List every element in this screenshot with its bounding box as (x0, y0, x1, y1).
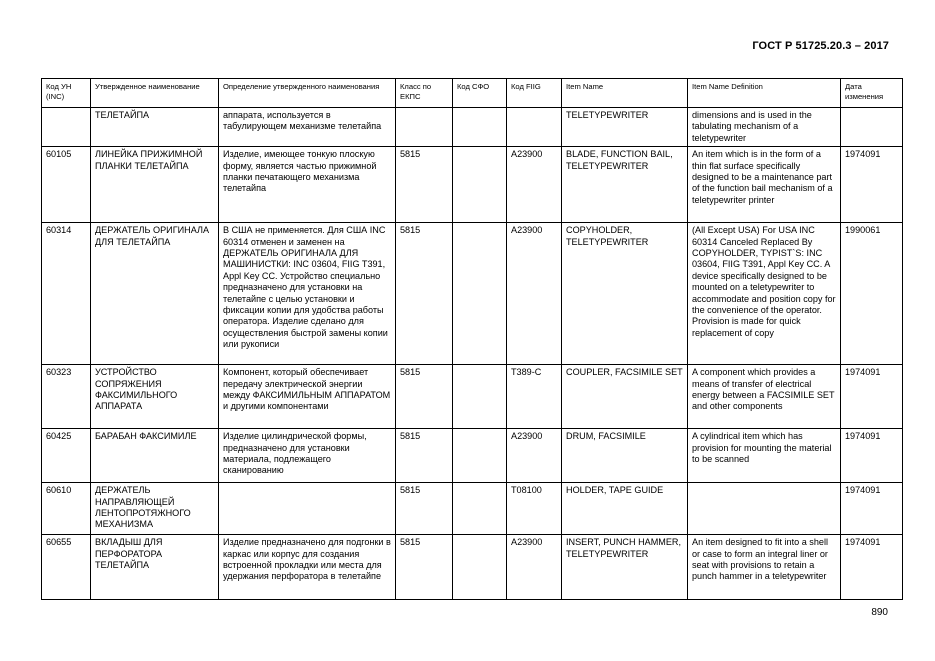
document-header: ГОСТ Р 51725.20.3 – 2017 (752, 40, 889, 52)
cell-inc: 60610 (42, 483, 91, 535)
cell-def-ru: Изделие, имеющее тонкую плоскую форму, является частью прижимной планки печатающего механизма телетайпа (219, 147, 396, 223)
cell-item-def: A cylindrical item which has provision for mounting the material to be scanned (688, 429, 841, 483)
cell-name-ru: УСТРОЙСТВО СОПРЯЖЕНИЯ ФАКСИМИЛЬНОГО АППАРАТА (91, 365, 219, 429)
cell-sfo (453, 483, 507, 535)
col-header-inc: Код УН (INC) (42, 79, 91, 108)
cell-date: 1974091 (841, 365, 903, 429)
cell-item-name: COUPLER, FACSIMILE SET (562, 365, 688, 429)
cell-sfo (453, 365, 507, 429)
cell-sfo (453, 535, 507, 600)
cell-item-def: (All Except USA) For USA INC 60314 Canceled Replaced By COPYHOLDER, TYPIST`S: INC 03604, FIIG T391, Appl Key CC. A device specifically designed to be mounted on a teletypewriter to accommodate and position copy for the convenience of the operator. Provision is made for quick replacement of copy (688, 223, 841, 365)
cell-inc (42, 108, 91, 147)
cell-fiig: A23900 (507, 535, 562, 600)
table-row (42, 429, 903, 483)
cell-sfo (453, 429, 507, 483)
table-row (42, 535, 903, 600)
col-header-date: Дата изменения (841, 79, 903, 108)
cell-def-ru: В США не применяется. Для США INC 60314 отменен и заменен на ДЕРЖАТЕЛЬ ОРИГИНАЛА ДЛЯ МАШИНИСТКИ: INC 03604, FIIG T391, Appl Key CC. Устройство специально предназначено для установки на телетайпе с целью установки и фиксации копии для удобства работы оператора. Изделие сделано для осуществления быстрой замены копии или рукописи (219, 223, 396, 365)
cell-item-name: INSERT, PUNCH HAMMER, TELETYPEWRITER (562, 535, 688, 600)
cell-fiig: A23900 (507, 223, 562, 365)
cell-inc: 60323 (42, 365, 91, 429)
col-header-ekps: Класс по ЕКПС (396, 79, 453, 108)
table-row (42, 483, 903, 535)
cell-def-ru: Изделие предназначено для подгонки в каркас или корпус для создания встроенной прокладки или места для удержания перфоратора в телетайпе (219, 535, 396, 600)
page-number: 890 (871, 607, 888, 618)
cell-item-def (688, 483, 841, 535)
table-header-row (42, 79, 903, 108)
cell-item-name: BLADE, FUNCTION BAIL, TELETYPEWRITER (562, 147, 688, 223)
cell-date: 1974091 (841, 429, 903, 483)
cell-date: 1974091 (841, 147, 903, 223)
col-header-def-ru: Определение утвержденного наименования (219, 79, 396, 108)
table-row (42, 108, 903, 147)
cell-sfo (453, 147, 507, 223)
cell-ekps: 5815 (396, 147, 453, 223)
cell-ekps (396, 108, 453, 147)
cell-sfo (453, 223, 507, 365)
cell-ekps: 5815 (396, 535, 453, 600)
cell-name-ru: ДЕРЖАТЕЛЬ ОРИГИНАЛА ДЛЯ ТЕЛЕТАЙПА (91, 223, 219, 365)
cell-def-ru: Изделие цилиндрической формы, предназначено для установки материала, подлежащего сканированию (219, 429, 396, 483)
cell-date: 1974091 (841, 535, 903, 600)
cell-fiig: T389-C (507, 365, 562, 429)
cell-inc: 60655 (42, 535, 91, 600)
cell-def-ru: Компонент, который обеспечивает передачу электрической энергии между ФАКСИМИЛЬНЫМ АППАРАТОМ и другими компонентами (219, 365, 396, 429)
cell-date (841, 108, 903, 147)
table-row (42, 147, 903, 223)
col-header-item-def: Item Name Definition (688, 79, 841, 108)
cell-name-ru: ТЕЛЕТАЙПА (91, 108, 219, 147)
col-header-item-name: Item Name (562, 79, 688, 108)
cell-name-ru: ВКЛАДЫШ ДЛЯ ПЕРФОРАТОРА ТЕЛЕТАЙПА (91, 535, 219, 600)
table-row (42, 223, 903, 365)
cell-item-name: HOLDER, TAPE GUIDE (562, 483, 688, 535)
cell-item-name: TELETYPEWRITER (562, 108, 688, 147)
cell-item-def: An item designed to fit into a shell or case to form an integral liner or seat with provisions to retain a punch hammer in a teletypewriter (688, 535, 841, 600)
cell-fiig: A23900 (507, 147, 562, 223)
cell-name-ru: ДЕРЖАТЕЛЬ НАПРАВЛЯЮЩЕЙ ЛЕНТОПРОТЯЖНОГО МЕХАНИЗМА (91, 483, 219, 535)
cell-name-ru: БАРАБАН ФАКСИМИЛЕ (91, 429, 219, 483)
cell-inc: 60314 (42, 223, 91, 365)
cell-date: 1974091 (841, 483, 903, 535)
cell-fiig: T08100 (507, 483, 562, 535)
cell-item-name: COPYHOLDER, TELETYPEWRITER (562, 223, 688, 365)
cell-name-ru: ЛИНЕЙКА ПРИЖИМНОЙ ПЛАНКИ ТЕЛЕТАЙПА (91, 147, 219, 223)
cell-date: 1990061 (841, 223, 903, 365)
table-row (42, 365, 903, 429)
cell-item-def: A component which provides a means of transfer of electrical energy between a FACSIMILE SET and other components (688, 365, 841, 429)
cell-fiig (507, 108, 562, 147)
col-header-fiig: Код FIIG (507, 79, 562, 108)
cell-ekps: 5815 (396, 365, 453, 429)
cell-inc: 60425 (42, 429, 91, 483)
cell-def-ru: аппарата, используется в табулирующем механизме телетайпа (219, 108, 396, 147)
cell-item-def: dimensions and is used in the tabulating mechanism of a teletypewriter (688, 108, 841, 147)
spec-table (41, 78, 903, 600)
cell-ekps: 5815 (396, 429, 453, 483)
cell-item-def: An item which is in the form of a thin flat surface specifically designed to be a maintenance part of the function bail mechanism of a teletypewriter printer (688, 147, 841, 223)
cell-inc: 60105 (42, 147, 91, 223)
cell-def-ru (219, 483, 396, 535)
cell-item-name: DRUM, FACSIMILE (562, 429, 688, 483)
cell-ekps: 5815 (396, 483, 453, 535)
cell-fiig: A23900 (507, 429, 562, 483)
cell-ekps: 5815 (396, 223, 453, 365)
cell-sfo (453, 108, 507, 147)
col-header-name-ru: Утвержденное наименование (91, 79, 219, 108)
col-header-sfo: Код СФО (453, 79, 507, 108)
